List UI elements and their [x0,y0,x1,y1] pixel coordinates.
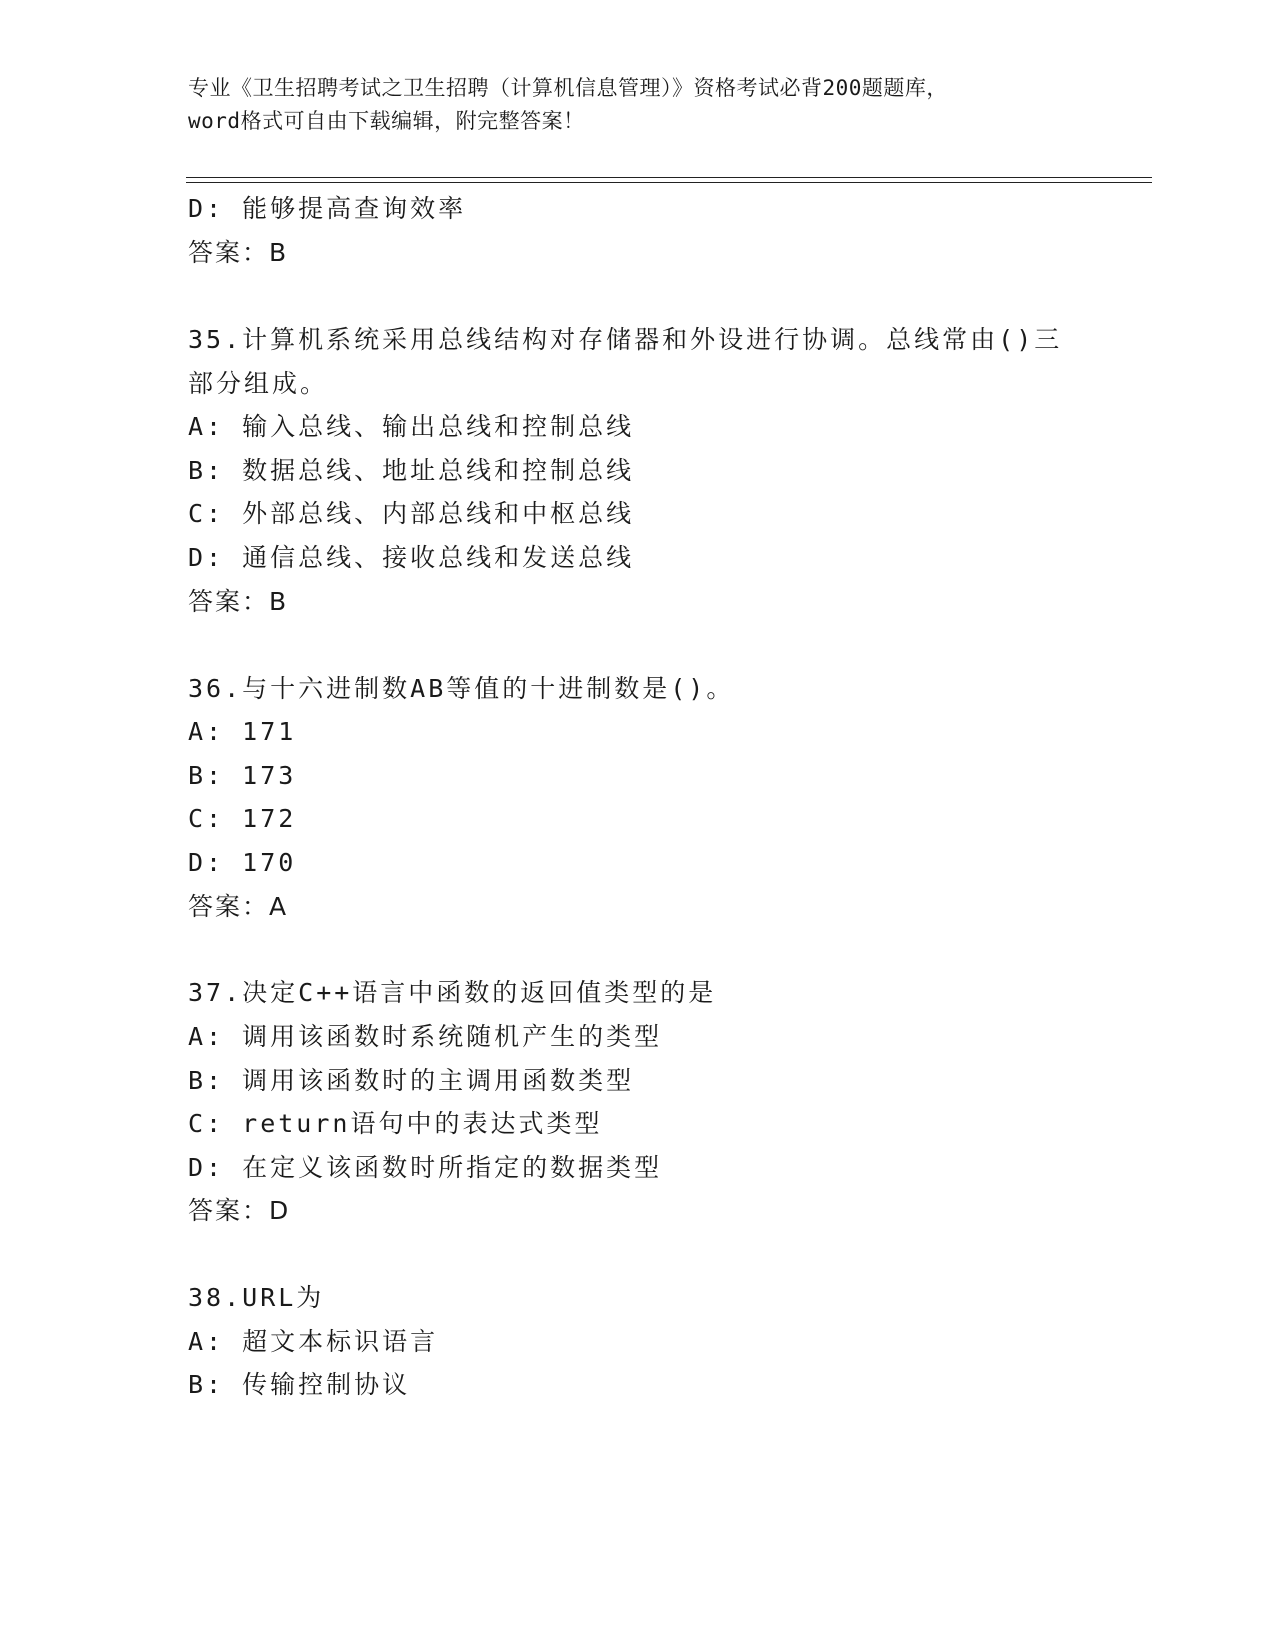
question-36-option-b: B: 173 [188,761,297,790]
question-38-option-a: A: 超文本标识语言 [188,1327,439,1356]
header-line-2: word格式可自由下载编辑，附完整答案！ [188,109,585,133]
header-divider-bottom [186,182,1152,183]
question-35-answer: 答案：B [188,587,289,616]
question-36-answer: 答案：A [188,892,289,921]
question-37-option-c: C: return语句中的表达式类型 [188,1109,603,1138]
question-35-option-d: D: 通信总线、接收总线和发送总线 [188,543,635,572]
question-36-option-a: A: 171 [188,717,297,746]
question-35-text-line2: 部分组成。 [188,369,329,398]
question-38-text: 38.URL为 [188,1283,325,1312]
question-35-option-b: B: 数据总线、地址总线和控制总线 [188,456,635,485]
question-38-option-b: B: 传输控制协议 [188,1370,411,1399]
header-divider-top [186,177,1152,178]
question-36-option-d: D: 170 [188,848,297,877]
question-35-option-c: C: 外部总线、内部总线和中枢总线 [188,499,635,528]
question-35-text-line1: 35.计算机系统采用总线结构对存储器和外设进行协调。总线常由()三 [188,325,1063,354]
question-36-text: 36.与十六进制数AB等值的十进制数是()。 [188,674,735,703]
document-header [188,72,1088,138]
question-36-option-c: C: 172 [188,804,297,833]
question-37-text: 37.决定C++语言中函数的返回值类型的是 [188,978,717,1007]
option-d-prev-question: D: 能够提高查询效率 [188,194,467,223]
header-line-1: 专业《卫生招聘考试之卫生招聘（计算机信息管理）》资格考试必背200题题库， [188,76,948,100]
answer-prev-question: 答案：B [188,238,289,267]
question-37-option-a: A: 调用该函数时系统随机产生的类型 [188,1022,663,1051]
question-37-answer: 答案：D [188,1196,291,1225]
question-35-option-a: A: 输入总线、输出总线和控制总线 [188,412,635,441]
question-37-option-b: B: 调用该函数时的主调用函数类型 [188,1066,635,1095]
question-37-option-d: D: 在定义该函数时所指定的数据类型 [188,1153,663,1182]
